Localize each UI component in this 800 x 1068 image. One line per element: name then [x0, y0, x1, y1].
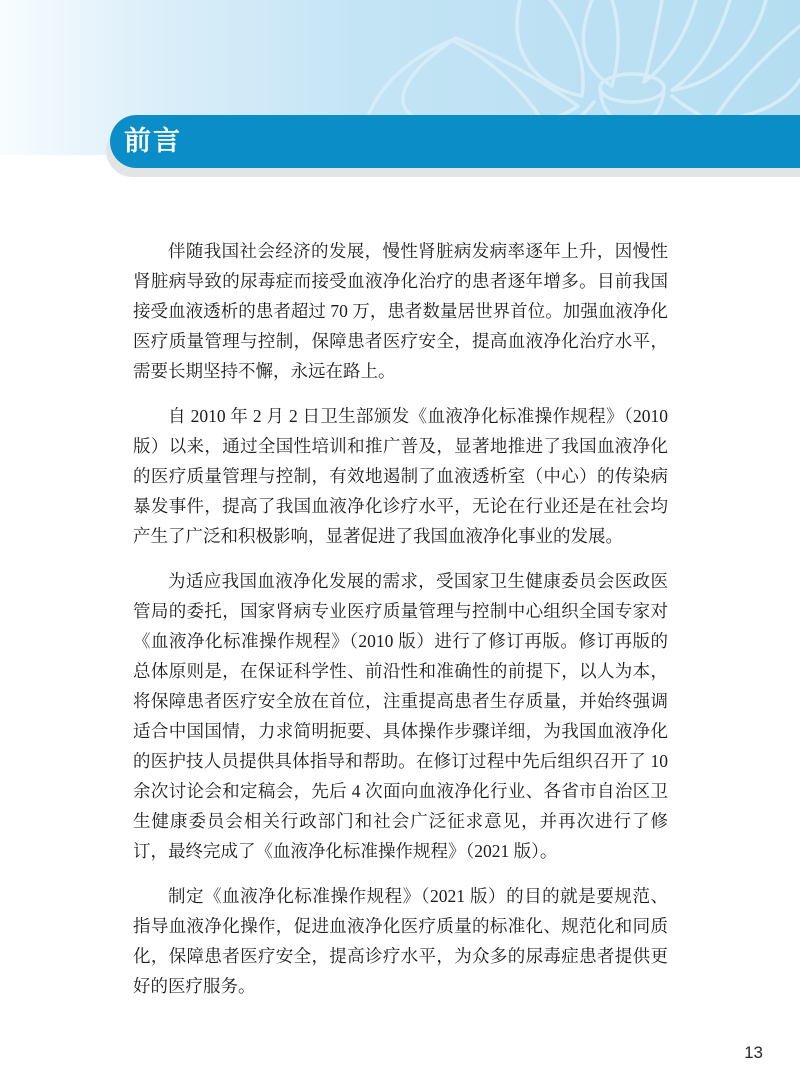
paragraph: 制定《血液净化标准操作规程》（2021 版）的目的就是要规范、指导血液净化操作，促进血液净化医疗质量的标准化、规范化和同质化，保障患者医疗安全，提高诊疗水平，为众多的尿毒症患者提供更好的医疗服务。	[133, 886, 668, 996]
body-text	[133, 236, 668, 1016]
title-banner	[110, 115, 800, 168]
paragraph: 自 2010 年 2 月 2 日卫生部颁发《血液净化标准操作规程》（2010 版）以来，通过全国性培训和推广普及，显著地推进了我国血液净化的医疗质量管理与控制，有效地遏制了血液透析室（中心）的传染病暴发事件，提高了我国血液净化诊疗水平，无论在行业还是在社会均产生了广泛和积极影响，显著促进了我国血液净化事业的发展。	[133, 406, 668, 546]
page-number: 13	[744, 1043, 763, 1062]
page-title: 前言	[124, 126, 182, 156]
paragraph: 伴随我国社会经济的发展，慢性肾脏病发病率逐年上升，因慢性肾脏病导致的尿毒症而接受血液净化治疗的患者逐年增多。目前我国接受血液透析的患者超过 70 万，患者数量居世界首位。加强血液净化医疗质量管理与控制，保障患者医疗安全，提高血液净化治疗水平，需要长期坚持不懈，永远在路上。	[133, 241, 668, 381]
paragraph: 为适应我国血液净化发展的需求，受国家卫生健康委员会医政医管局的委托，国家肾病专业医疗质量管理与控制中心组织全国专家对《血液净化标准操作规程》（2010 版）进行了修订再版。修订再版的总体原则是，在保证科学性、前沿性和准确性的前提下，以人为本，将保障患者医疗安全放在首位，注重提高患者生存质量，并始终强调适合中国国情，力求简明扼要、具体操作步骤详细，为我国血液净化的医护技人员提供具体指导和帮助。在修订过程中先后组织召开了 10 余次讨论会和定稿会，先后 4 次面向血液净化行业、各省市自治区卫生健康委员会相关行政部门和社会广泛征求意见，并再次进行了修订，最终完成了《血液净化标准操作规程》（2021 版）。	[133, 571, 668, 861]
